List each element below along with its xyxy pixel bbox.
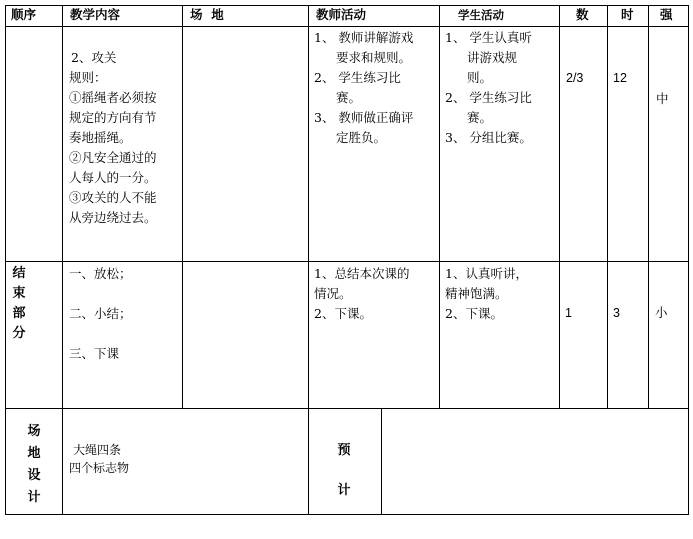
header-order: 顺序: [11, 7, 37, 22]
column-divider: [607, 5, 608, 409]
student-line: 2、下课。: [445, 306, 503, 321]
student-line: 1、认真听讲，: [445, 266, 528, 281]
row1-time: 12: [613, 71, 627, 85]
column-divider: [182, 5, 183, 409]
site-char: 计: [27, 490, 41, 505]
site-char: 场: [27, 424, 41, 439]
row2-order-label: [11, 264, 27, 344]
row2-student-activity: [445, 264, 528, 324]
teacher-line: 1、 教师讲解游戏: [314, 30, 414, 45]
student-line: 1、 学生认真听: [445, 30, 532, 45]
header-content: 教学内容: [70, 7, 121, 22]
content-line: ①摇绳者必须按: [69, 90, 157, 105]
equipment-item: 大绳四条: [73, 443, 122, 457]
row2-time: 3: [613, 306, 620, 320]
teacher-line: 赛。: [336, 90, 362, 105]
student-line: 则。: [467, 70, 493, 85]
column-divider: [381, 408, 382, 515]
order-char: 部: [12, 306, 26, 321]
student-line: 精神饱满。: [445, 286, 508, 301]
content-line: 三、下课: [69, 346, 120, 361]
estimate-char: 计: [337, 483, 351, 498]
order-char: 束: [12, 286, 26, 301]
row1-student-activity: [445, 28, 532, 148]
student-line: 2、 学生练习比: [445, 90, 532, 105]
header-student-activity: 学生活动: [458, 8, 504, 22]
content-line: 二、小结；: [69, 306, 132, 321]
row-divider: [5, 261, 688, 262]
order-char: 结: [12, 266, 26, 281]
row1-content: [69, 48, 157, 228]
header-count: 数: [576, 7, 589, 22]
teacher-line: 3、 教师做正确评: [314, 110, 414, 125]
content-line: ②凡安全通过的: [69, 150, 157, 165]
content-line: ③攻关的人不能: [69, 190, 157, 205]
teacher-line: 2、下课。: [314, 306, 372, 321]
table-border-left: [5, 5, 6, 515]
teacher-line: 2、 学生练习比: [314, 70, 401, 85]
row1-teacher-activity: [314, 28, 413, 148]
header-site: 场 地: [190, 7, 224, 22]
order-char: 分: [12, 326, 26, 341]
column-divider: [439, 5, 440, 409]
equipment-list: [69, 441, 129, 477]
row2-teacher-activity: [314, 264, 409, 324]
content-line: 奏地摇绳。: [69, 130, 132, 145]
column-divider: [62, 5, 63, 515]
header-divider: [5, 26, 688, 27]
content-line: 从旁边绕过去。: [69, 210, 157, 225]
header-time: 时: [621, 7, 634, 22]
content-line: 人每人的一分。: [69, 170, 157, 185]
estimate-label: [336, 431, 352, 511]
estimate-char: 预: [337, 443, 351, 458]
content-line: 一、放松；: [69, 266, 132, 281]
content-line: 规定的方向有节: [69, 110, 157, 125]
column-divider: [648, 5, 649, 409]
site-char: 地: [27, 446, 41, 461]
site-design-label: [26, 421, 42, 509]
column-divider: [559, 5, 560, 409]
teacher-line: 要求和规则。: [336, 50, 412, 65]
content-line: 2、攻关: [71, 50, 117, 65]
content-line: 规则：: [69, 70, 107, 85]
header-intensity: 强: [660, 7, 673, 22]
row-divider: [5, 408, 688, 409]
row2-count: 1: [565, 306, 572, 320]
table-border-right: [688, 5, 689, 515]
row1-intensity: 中: [656, 91, 669, 106]
header-teacher-activity: 教师活动: [316, 7, 367, 22]
student-line: 讲游戏规: [467, 50, 518, 65]
row1-count: 2/3: [566, 71, 584, 85]
student-line: 3、 分组比赛。: [445, 130, 532, 145]
site-char: 设: [27, 468, 41, 483]
table-border-bottom: [5, 514, 688, 515]
student-line: 赛。: [467, 110, 493, 125]
equipment-item: 四个标志物: [69, 461, 130, 475]
row2-intensity: 小: [655, 305, 668, 320]
teacher-line: 情况。: [314, 286, 352, 301]
column-divider: [308, 5, 309, 515]
teacher-line: 1、总结本次课的: [314, 266, 410, 281]
row2-content: [69, 264, 132, 364]
teacher-line: 定胜负。: [336, 130, 387, 145]
